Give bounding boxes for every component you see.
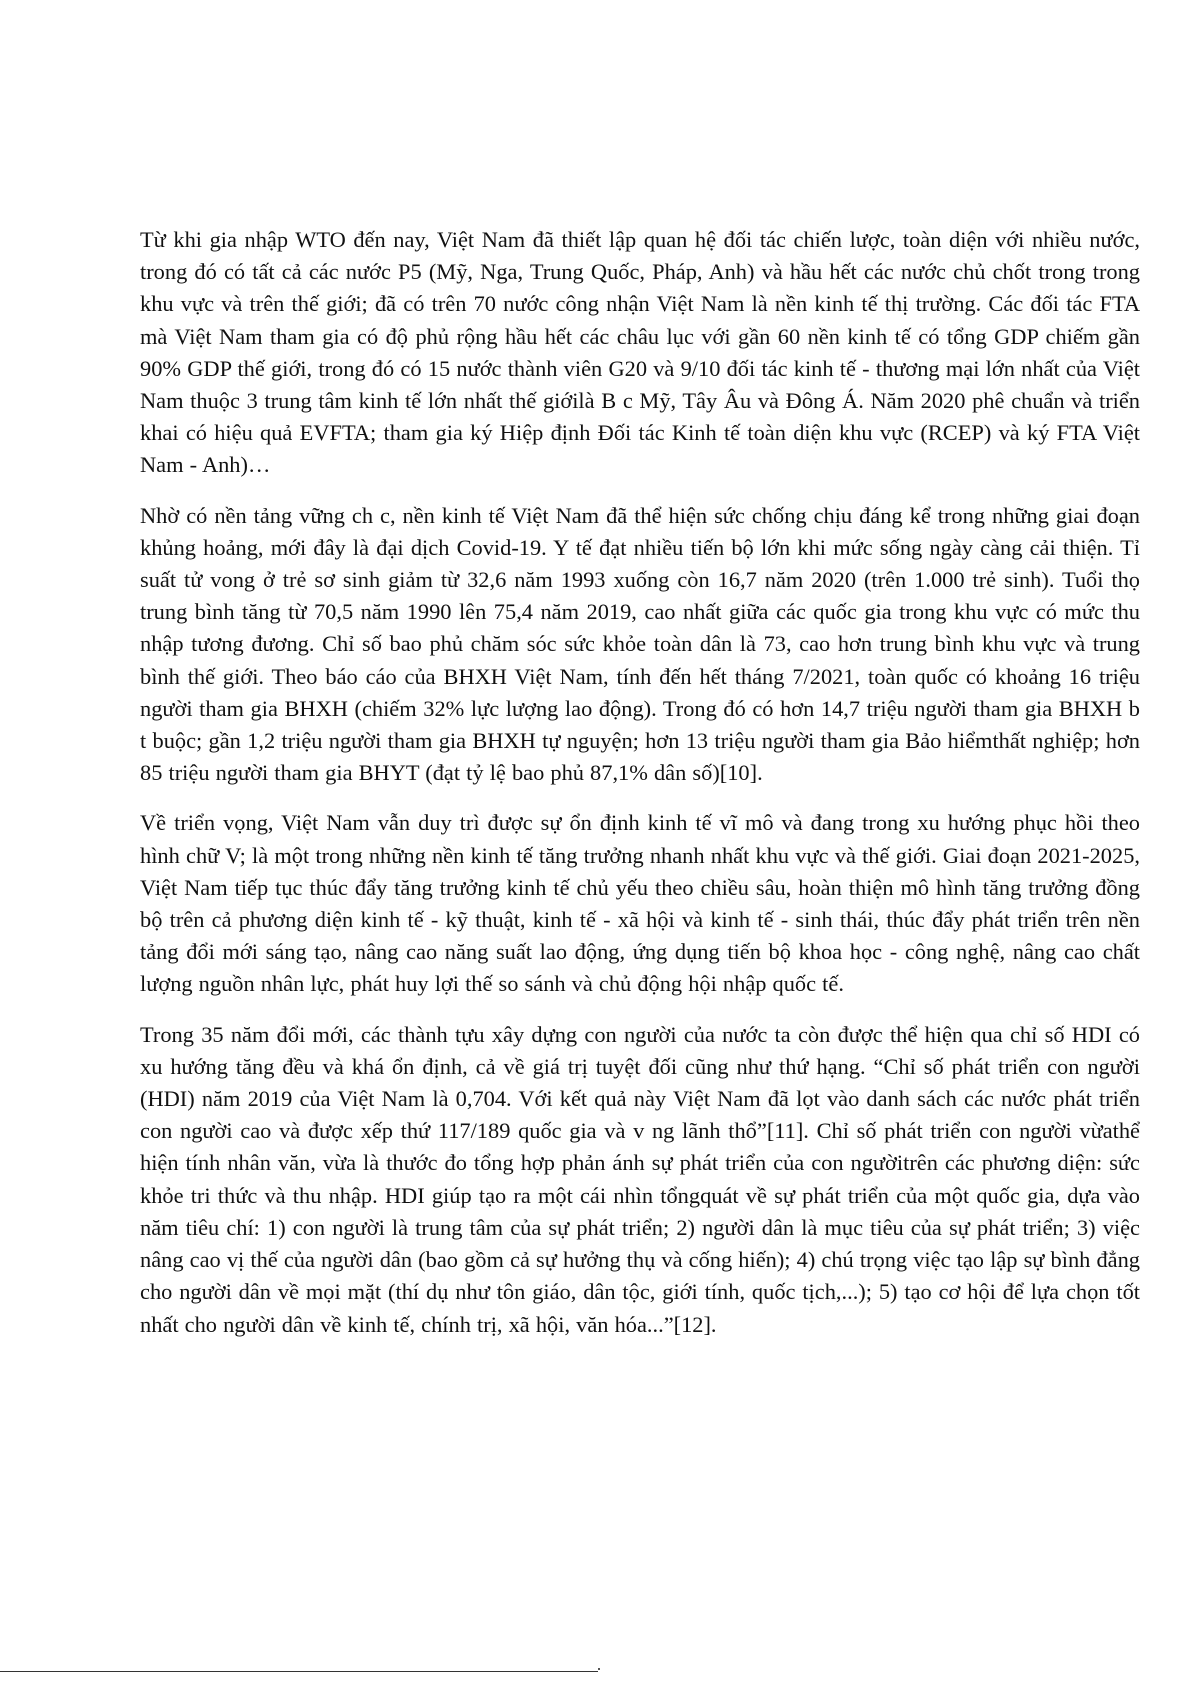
document-body xyxy=(140,224,1140,1359)
paragraph-economic-resilience: Nhờ có nền tảng vững ch c, nền kinh tế Việt Nam đã thể hiện sức chống chịu đáng kể trong những giai đoạn khủng hoảng, mới đây là đại dịch Covid-19. Y tế đạt nhiều tiến bộ lớn khi mức sống ngày càng cải thiện. Tỉ suất tử vong ở trẻ sơ sinh giảm từ 32,6 năm 1993 xuống còn 16,7 năm 2020 (trên 1.000 trẻ sinh). Tuổi thọ trung bình tăng từ 70,5 năm 1990 lên 75,4 năm 2019, cao nhất giữa các quốc gia trong khu vực có mức thu nhập tương đương. Chỉ số bao phủ chăm sóc sức khỏe toàn dân là 73, cao hơn trung bình khu vực và trung bình thế giới. Theo báo cáo của BHXH Việt Nam, tính đến hết tháng 7/2021, toàn quốc có khoảng 16 triệu người tham gia BHXH (chiếm 32% lực lượng lao động). Trong đó có hơn 14,7 triệu người tham gia BHXH b t buộc; gần 1,2 triệu người tham gia BHXH tự nguyện; hơn 13 triệu người tham gia Bảo hiểmthất nghiệp; hơn 85 triệu người tham gia BHYT (đạt tỷ lệ bao phủ 87,1% dân số)[10]. xyxy=(140,502,1140,786)
paragraph-hdi: Trong 35 năm đổi mới, các thành tựu xây dựng con người của nước ta còn được thể hiện qua chỉ số HDI có xu hướng tăng đều và khá ổn định, cả về giá trị tuyệt đối cũng như thứ hạng. “Chỉ số phát triển con người (HDI) năm 2019 của Việt Nam là 0,704. Với kết quả này Việt Nam đã lọt vào danh sách các nước phát triển con người cao và được xếp thứ 117/189 quốc gia và v ng lãnh thổ”[11]. Chỉ số phát triển con người vừathể hiện tính nhân văn, vừa là thước đo tổng hợp phản ánh sự phát triển của con ngườitrên các phương diện: sức khỏe tri thức và thu nhập. HDI giúp tạo ra một cái nhìn tổngquát về sự phát triển của một quốc gia, dựa vào năm tiêu chí: 1) con người là trung tâm của sự phát triển; 2) người dân là mục tiêu của sự phát triển; 3) việc nâng cao vị thế của người dân (bao gồm cả sự hưởng thụ và cống hiến); 4) chú trọng việc tạo lập sự bình đẳng cho người dân về mọi mặt (thí dụ như tôn giáo, dân tộc, giới tính, quốc tịch,...); 5) tạo cơ hội để lựa chọn tốt nhất cho người dân về kinh tế, chính trị, xã hội, văn hóa...”[12]. xyxy=(140,1021,1140,1337)
paragraph-wto-partnerships: Từ khi gia nhập WTO đến nay, Việt Nam đã thiết lập quan hệ đối tác chiến lược, toàn diện với nhiều nước, trong đó có tất cả các nước P5 (Mỹ, Nga, Trung Quốc, Pháp, Anh) và hầu hết các nước chủ chốt trong trong khu vực và trên thế giới; đã có trên 70 nước công nhận Việt Nam là nền kinh tế thị trường. Các đối tác FTA mà Việt Nam tham gia có độ phủ rộng hầu hết các châu lục với gần 60 nền kinh tế có tổng GDP chiếm gần 90% GDP thế giới, trong đó có 15 nước thành viên G20 và 9/10 đối tác kinh tế - thương mại lớn nhất của Việt Nam thuộc 3 trung tâm kinh tế lớn nhất thế giớilà B c Mỹ, Tây Âu và Đông Á. Năm 2020 phê chuẩn và triển khai có hiệu quả EVFTA; tham gia ký Hiệp định Đối tác Kinh tế toàn diện khu vực (RCEP) và ký FTA Việt Nam - Anh)… xyxy=(140,227,1140,478)
paragraph-outlook: Về triển vọng, Việt Nam vẫn duy trì được sự ổn định kinh tế vĩ mô và đang trong xu hướng phục hồi theo hình chữ V; là một trong những nền kinh tế tăng trưởng nhanh nhất khu vực và thế giới. Giai đoạn 2021-2025, Việt Nam tiếp tục thúc đẩy tăng trưởng kinh tế chủ yếu theo chiều sâu, hoàn thiện mô hình tăng trưởng đồng bộ trên cả phương diện kinh tế - kỹ thuật, kinh tế - xã hội và kinh tế - sinh thái, thúc đẩy phát triển trên nền tảng đổi mới sáng tạo, nâng cao năng suất lao động, ứng dụng tiến bộ khoa học - công nghệ, nâng cao chất lượng nguồn nhân lực, phát huy lợi thế so sánh và chủ động hội nhập quốc tế. xyxy=(140,810,1140,997)
footnote-separator-end-mark xyxy=(598,1668,600,1670)
footnote-separator-line xyxy=(0,1671,598,1672)
